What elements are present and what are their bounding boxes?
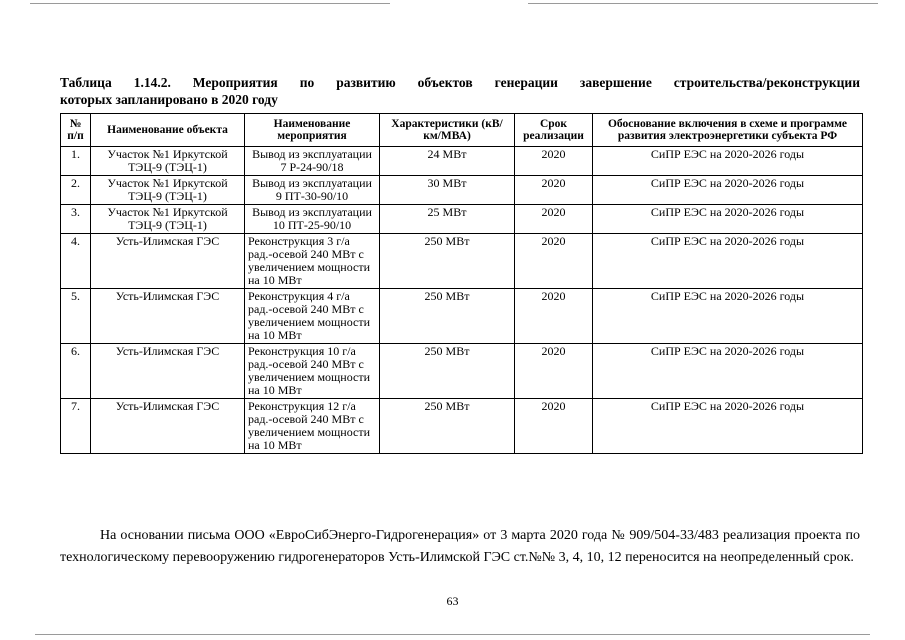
cell-basis: СиПР ЕЭС на 2020-2026 годы [593,176,863,205]
cell-num: 7. [61,399,91,454]
cell-num: 4. [61,234,91,289]
table-row [61,289,863,344]
cell-specs: 25 МВт [380,205,515,234]
cell-num: 1. [61,147,91,176]
header-measure: Наименование мероприятия [245,114,380,147]
cell-basis: СиПР ЕЭС на 2020-2026 годы [593,344,863,399]
cell-num: 5. [61,289,91,344]
cell-measure: Реконструкция 12 г/а рад.-осевой 240 МВт с увеличением мощности на 10 МВт [245,399,380,454]
cell-term: 2020 [515,176,593,205]
scan-bottom-edge-line [35,634,870,635]
cell-basis: СиПР ЕЭС на 2020-2026 годы [593,147,863,176]
cell-object: Усть-Илимская ГЭС [91,289,245,344]
header-basis: Обоснование включения в схеме и программе развития электроэнергетики субъекта РФ [593,114,863,147]
cell-specs: 24 МВт [380,147,515,176]
page-number: 63 [446,594,459,608]
cell-object: Участок №1 Иркутской ТЭЦ-9 (ТЭЦ-1) [91,205,245,234]
cell-object: Усть-Илимская ГЭС [91,344,245,399]
cell-term: 2020 [515,234,593,289]
cell-object: Участок №1 Иркутской ТЭЦ-9 (ТЭЦ-1) [91,147,245,176]
generation-projects-table [60,113,863,454]
cell-basis: СиПР ЕЭС на 2020-2026 годы [593,205,863,234]
header-term: Срок реализации [515,114,593,147]
cell-measure: Вывод из эксплуатации 10 ПТ-25-90/10 [245,205,380,234]
cell-term: 2020 [515,147,593,176]
table-row [61,205,863,234]
table-caption-line-1: Таблица 1.14.2. Мероприятия по развитию объектов генерации завершение строительства/реконструкции [60,75,860,90]
scan-top-edge-line [30,3,390,4]
cell-term: 2020 [515,289,593,344]
postponement-note [60,525,860,569]
table-row [61,147,863,176]
cell-object: Усть-Илимская ГЭС [91,399,245,454]
cell-basis: СиПР ЕЭС на 2020-2026 годы [593,234,863,289]
postponement-note-text: На основании письма ООО «ЕвроСибЭнерго-Гидрогенерация» от 3 марта 2020 года № 909/504-33/483 реализация проекта по технологическому перевооружению гидрогенераторов Усть-Илимской ГЭС ст.№№ 3, 4, 10, 12 переносится на неопределенный срок. [60,528,860,565]
cell-specs: 250 МВт [380,344,515,399]
cell-measure: Реконструкция 10 г/а рад.-осевой 240 МВт с увеличением мощности на 10 МВт [245,344,380,399]
cell-num: 6. [61,344,91,399]
cell-basis: СиПР ЕЭС на 2020-2026 годы [593,289,863,344]
cell-measure: Вывод из эксплуатации 9 ПТ-30-90/10 [245,176,380,205]
cell-num: 3. [61,205,91,234]
cell-specs: 30 МВт [380,176,515,205]
cell-object: Усть-Илимская ГЭС [91,234,245,289]
table-row [61,176,863,205]
cell-measure: Реконструкция 4 г/а рад.-осевой 240 МВт с увеличением мощности на 10 МВт [245,289,380,344]
cell-specs: 250 МВт [380,289,515,344]
cell-num: 2. [61,176,91,205]
table-header-row [61,114,863,147]
cell-measure: Вывод из эксплуатации 7 Р-24-90/18 [245,147,380,176]
header-specs: Характеристики (кВ/км/МВА) [380,114,515,147]
table-caption [60,74,860,108]
header-object: Наименование объекта [91,114,245,147]
cell-object: Участок №1 Иркутской ТЭЦ-9 (ТЭЦ-1) [91,176,245,205]
cell-term: 2020 [515,205,593,234]
cell-specs: 250 МВт [380,399,515,454]
header-num: № п/п [61,114,91,147]
cell-measure: Реконструкция 3 г/а рад.-осевой 240 МВт с увеличением мощности на 10 МВт [245,234,380,289]
cell-term: 2020 [515,399,593,454]
cell-basis: СиПР ЕЭС на 2020-2026 годы [593,399,863,454]
table-row [61,344,863,399]
table-row [61,234,863,289]
table-row [61,399,863,454]
cell-term: 2020 [515,344,593,399]
scan-top-edge-line [528,3,878,4]
table-caption-line-2: которых запланировано в 2020 году [60,92,278,107]
cell-specs: 250 МВт [380,234,515,289]
